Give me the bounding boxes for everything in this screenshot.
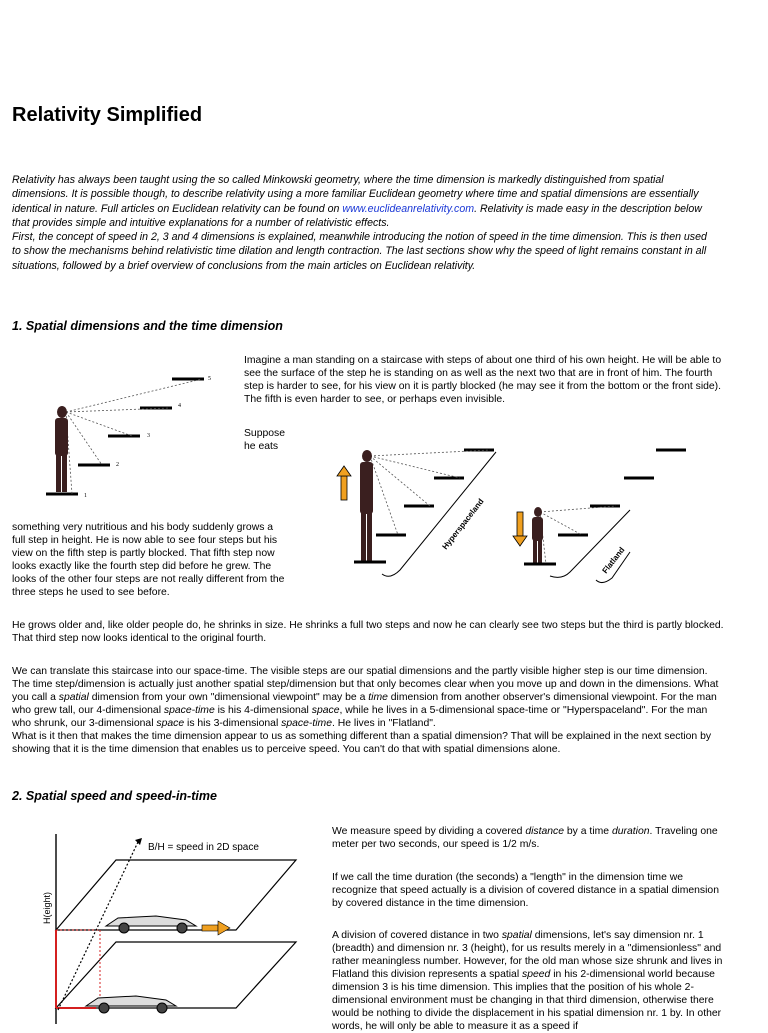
intro-text-end: . Relativity is made easy in the description below that provides simple and intuitive explanations for a number of relativistic effects. — [12, 202, 702, 229]
suppose-line-1: Suppose — [244, 428, 286, 439]
euclidean-relativity-link[interactable]: www.euclideanrelativity.com — [342, 202, 475, 215]
flatland-label: Flatland — [600, 545, 627, 576]
hyperspaceland-flatland-figure — [300, 432, 720, 594]
section1-paragraph-2: something very nutritious and his body suddenly grows a full step in height. He is now able to see four steps but his view on the fifth step is partly blocked. That fifth step now looks exactly like the fourth step did before he grew. The looks of the other four steps are not really different from the three steps he used to see before. — [12, 522, 285, 598]
intro-text: Relativity has always been taught using the so called Minkowski geometry, where the time dimension is markedly distinguished from spatial dimensions. It is possible though, to describe relativity using a more familiar Euclidean geometry where time and spatial dimensions are essentially identical in nature. Full articles on Euclidean relativity can be found on — [12, 174, 699, 215]
section2-paragraph-1 — [332, 825, 724, 851]
height-axis-label: H(eight) — [42, 891, 52, 924]
step-label: 1 — [84, 493, 87, 499]
speed-2d-figure — [36, 828, 304, 1024]
p4-text: is his 3-dimensional — [184, 718, 282, 729]
q3-emph: speed — [522, 969, 551, 980]
q1-text: We measure speed by dividing a covered — [332, 826, 526, 837]
p4-emph: space — [311, 705, 340, 716]
intro-paragraph — [12, 173, 718, 273]
q3-emph: spatial — [501, 930, 532, 941]
motion-arrow — [202, 921, 230, 935]
p4-emph: space-time — [163, 705, 215, 716]
step-label: 5 — [208, 376, 211, 382]
p4-text: is his 4-dimensional — [214, 705, 312, 716]
q1-text: by a time — [564, 826, 612, 837]
section1-paragraph-3: He grows older and, like older people do, he shrinks in size. He shrinks a full two steps and now he can clearly see two steps but the third is partly blocked. That third step now looks identical to the original fourth. — [12, 620, 724, 644]
p4-emph: space-time — [281, 718, 332, 729]
section2-paragraph-3 — [332, 929, 724, 1033]
step-label: 2 — [116, 462, 119, 468]
p4-text: , while he lives in a 5-dimensional space-time or "Hyperspaceland". For the man who shrunk, our 3-dimensional — [12, 705, 708, 729]
p4-emph: time — [368, 692, 388, 703]
p4-emph: space — [156, 718, 185, 729]
hyperspaceland-label: Hyperspaceland — [440, 496, 486, 552]
p4-text: dimension from your own "dimensional viewpoint" may be a — [88, 692, 369, 703]
p4-emph: spatial — [58, 692, 89, 703]
q1-emph: distance — [525, 826, 565, 837]
section2-paragraph-2: If we call the time duration (the seconds) a "length" in the dimension time we recognize that speed actually is a division of covered distance in a spatial dimension by covered distance in the time dimension. — [332, 872, 719, 909]
section1-paragraph-4 — [12, 665, 724, 756]
section-heading-1: 1. Spatial dimensions and the time dimension — [12, 319, 283, 333]
section1-paragraph-5: What is it then that makes the time dimension appear to us as something different than a spatial dimension? That will be explained in the next section by showing that it is the time dimension that enables us to perceive speed. You can't do that with spatial dimensions alone. — [12, 731, 712, 755]
q3-text: in his 2-dimensional world because dimension 3 is his time dimension. This implies that the position of his whole 2-dimensional environment must be changing in that third dimension, otherwise there would be nothing to divide the displacement in his spatial dimension nr. 1 by. In other words, he will only be able to measure it as a speed if — [332, 969, 722, 1032]
step-label: 3 — [147, 433, 150, 439]
speed-label: B/H = speed in 2D space — [148, 842, 259, 853]
shrink-arrow — [513, 512, 527, 546]
q3-text: A division of covered distance in two — [332, 930, 502, 941]
section1-paragraph-1: Imagine a man standing on a staircase with steps of about one third of his own height. He will be able to see the surface of the step he is standing on as well as the next two that are in front of him. The fourth step is harder to see, for his view on it is partly blocked (he may see it from the bottom or the front side). The fifth is even harder to see, or perhaps even invisible. — [244, 355, 722, 405]
q3-text: dimensions, let's say dimension nr. 1 (breadth) and dimension nr. 3 (height), for us results merely in a "dimensionless" and rather meaningless number. However, for the old man whose size shrunk and lives in Flatland this division represents a spatial — [332, 930, 723, 980]
suppose-line-2: he eats — [244, 441, 279, 452]
staircase-figure — [12, 352, 234, 512]
p4-text: We can translate this staircase into our space-time. The visible steps are our spatial dimensions and the partly visible higher step is our time dimension. The time step/dimension is actually just another spatial step/dimension but that only becomes clear when you move up and down in the dimensions. What you call a — [12, 666, 719, 703]
step-label: 4 — [178, 403, 181, 409]
page-title: Relativity Simplified — [12, 104, 203, 126]
q1-emph: duration — [611, 826, 650, 837]
short-man-silhouette — [532, 507, 543, 564]
car-lower — [86, 996, 176, 1013]
q1-text: . Traveling one meter per two seconds, our speed is 1/2 m/s. — [332, 826, 718, 850]
p4-text: dimension from another observer's dimensional viewpoint. For the man who grew tall, our 4-dimensional — [12, 692, 717, 716]
intro-second-paragraph: First, the concept of speed in 2, 3 and 4 dimensions is explained, meanwhile introducing the notion of speed in the time dimension. This is then used to show the mechanisms behind relativistic time dilation and length contraction. The last sections show why the speed of light remains constant in all situations, followed by a brief overview of conclusions from the main articles on Euclidean relativity. — [12, 231, 707, 272]
p4-text: . He lives in "Flatland". — [331, 718, 436, 729]
tall-man-silhouette — [360, 450, 373, 562]
grow-arrow — [337, 466, 351, 500]
section-heading-2: 2. Spatial speed and speed-in-time — [12, 789, 217, 803]
